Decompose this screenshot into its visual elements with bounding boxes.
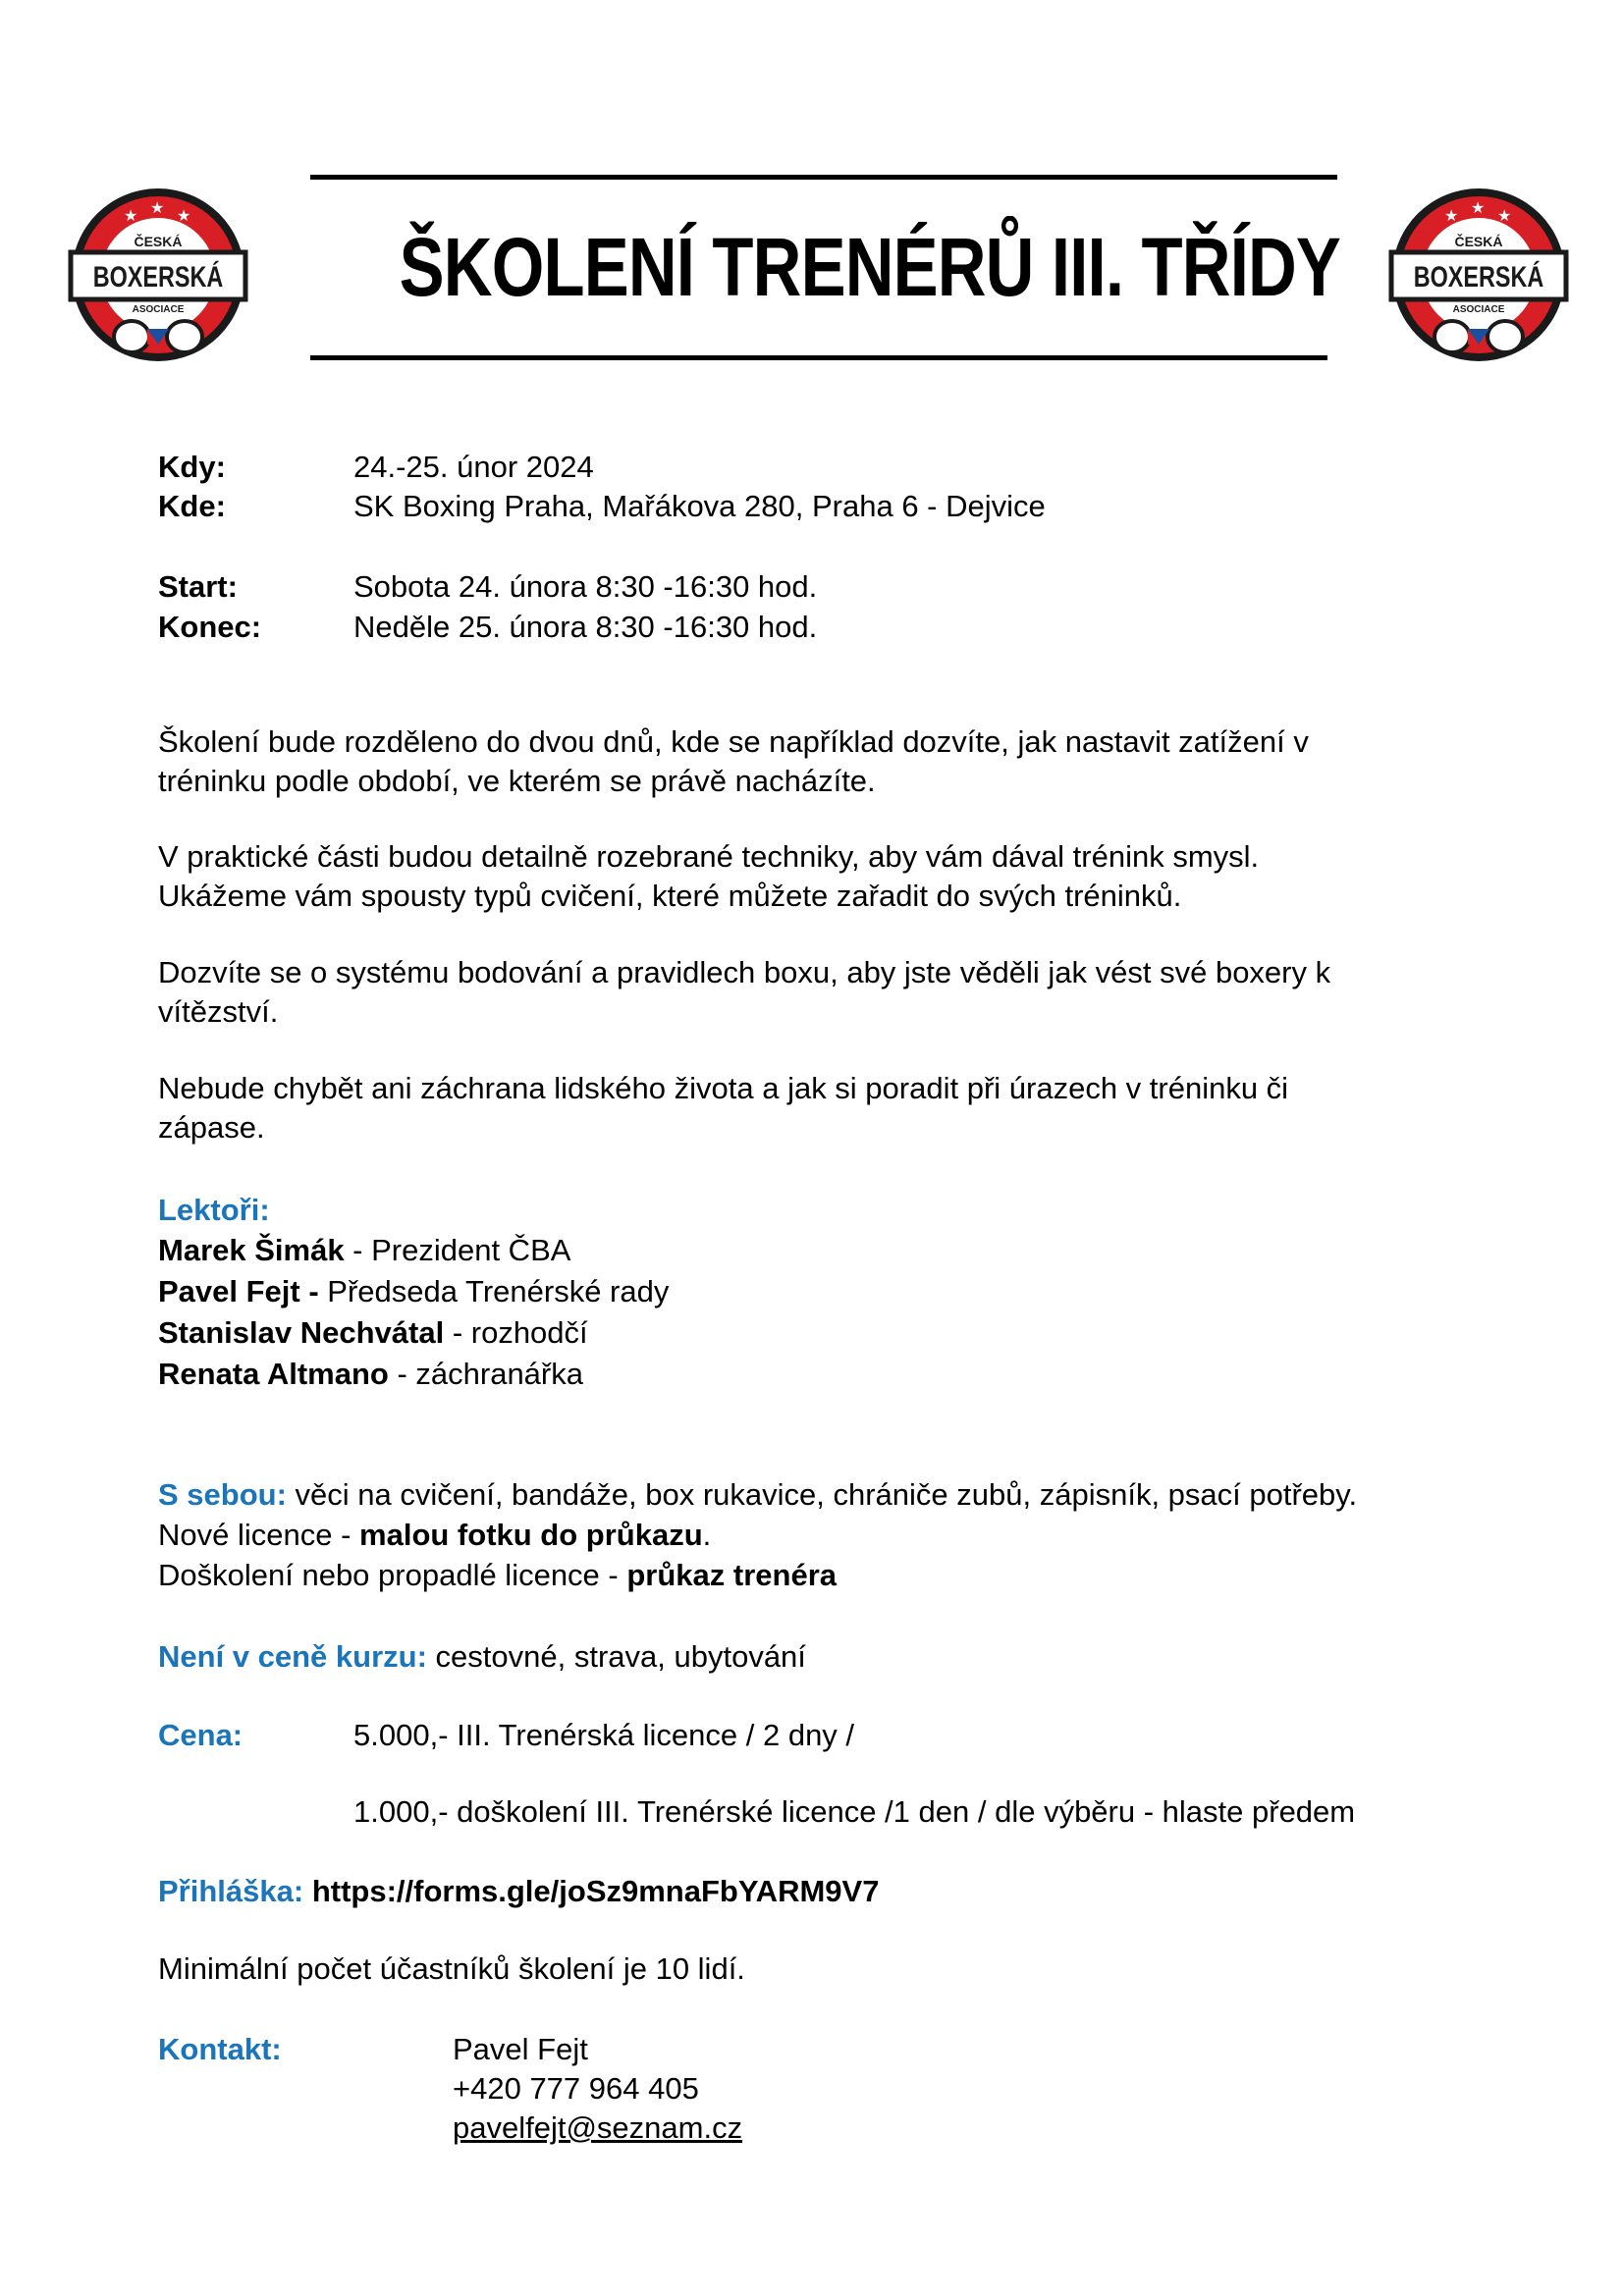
- paragraph-4-line1: Nebude chybět ani záchrana lidského života a jak si poradit při úrazech v tréninku či: [158, 1071, 1289, 1105]
- lecturer-row: [158, 1272, 669, 1311]
- logo-text-line3: ASOCIACE: [132, 304, 185, 315]
- logo-text-line1: ČESKÁ: [1454, 234, 1503, 249]
- svg-text:★: ★: [1444, 206, 1459, 225]
- svg-text:★: ★: [150, 198, 165, 217]
- lecturer-name: Marek Šimák: [158, 1233, 345, 1267]
- logo-text-line1: ČESKÁ: [134, 234, 183, 249]
- svg-text:★: ★: [1497, 206, 1512, 225]
- lecturer-role: Předseda Trenérské rady: [327, 1274, 670, 1308]
- bring-renewal: Doškolení nebo propadlé licence - průkaz trenéra: [158, 1558, 837, 1592]
- konec-value: Neděle 25. února 8:30 -16:30 hod.: [353, 610, 818, 644]
- lecturer-name: Stanislav Nechvátal: [158, 1315, 445, 1350]
- paragraph-3: [158, 953, 1493, 1032]
- paragraph-2: [158, 837, 1493, 916]
- header-rule-top: [310, 175, 1337, 180]
- not-included-label: Není v ceně kurzu:: [158, 1639, 427, 1674]
- start-label: Start:: [158, 569, 238, 604]
- paragraph-2-line2: Ukážeme vám spousty typů cvičení, které můžete zařadit do svých tréninků.: [158, 879, 1182, 913]
- paragraph-2-line1: V praktické části budou detailně rozebrané techniky, aby vám dával trénink smysl.: [158, 839, 1260, 874]
- price-label: Cena:: [158, 1718, 243, 1752]
- logo-text-line2: BOXERSKÁ: [92, 260, 224, 294]
- lecturers-heading: Lektoři:: [158, 1193, 270, 1227]
- signup-label: Přihláška:: [158, 1874, 304, 1908]
- lecturer-row: [158, 1355, 583, 1394]
- email-link[interactable]: pavelfejt@seznam.cz: [453, 2110, 743, 2145]
- lecturer-role: - Prezident ČBA: [344, 1233, 571, 1267]
- lecturer-row: [158, 1313, 588, 1353]
- cba-logo-left: [65, 182, 251, 368]
- paragraph-4-line2: zápase.: [158, 1110, 265, 1145]
- signup-link[interactable]: https://forms.gle/joSz9mnaFbYARM9V7: [303, 1874, 880, 1908]
- lecturer-role: - rozhodčí: [444, 1315, 588, 1350]
- signup-line: [158, 1872, 879, 1911]
- bring-line: [158, 1475, 1357, 1515]
- start-value: Sobota 24. února 8:30 -16:30 hod.: [353, 569, 818, 604]
- paragraph-3-line2: vítězství.: [158, 994, 279, 1029]
- kdy-value: 24.-25. únor 2024: [353, 450, 594, 484]
- paragraph-1: [158, 722, 1493, 801]
- contact-name: Pavel Fejt: [453, 2032, 588, 2066]
- price-line1: 5.000,- III. Trenérská licence / 2 dny /: [353, 1718, 855, 1752]
- header-rule-bottom: [310, 355, 1327, 360]
- kdy-label: Kdy:: [158, 450, 226, 484]
- page-title: ŠKOLENÍ TRENÉRŮ III. TŘÍDY: [399, 221, 1341, 313]
- contact-label: Kontakt:: [158, 2032, 282, 2066]
- lecturer-name: Pavel Fejt -: [158, 1274, 328, 1308]
- paragraph-1-line1: Školení bude rozděleno do dvou dnů, kde se například dozvíte, jak nastavit zatížení v: [158, 724, 1309, 759]
- svg-text:★: ★: [124, 206, 138, 225]
- minimum-participants: Minimální počet účastníků školení je 10 lidí.: [158, 1951, 745, 1986]
- svg-text:★: ★: [1471, 198, 1486, 217]
- not-included: [158, 1637, 806, 1677]
- price-line2: 1.000,- doškolení III. Trenérské licence /1 den / dle výběru - hlaste předem: [353, 1794, 1356, 1829]
- kde-value: SK Boxing Praha, Mařákova 280, Praha 6 - Dejvice: [353, 489, 1046, 523]
- lecturer-role: - záchranářka: [388, 1357, 583, 1391]
- logo-text-line2: BOXERSKÁ: [1413, 260, 1544, 294]
- paragraph-1-line2: tréninku podle období, ve kterém se právě nacházíte.: [158, 764, 876, 798]
- bring-label: S sebou:: [158, 1477, 287, 1512]
- paragraph-4: [158, 1069, 1493, 1148]
- not-included-text: cestovné, strava, ubytování: [426, 1639, 806, 1674]
- lecturer-row: [158, 1231, 570, 1270]
- logo-text-line3: ASOCIACE: [1452, 304, 1505, 315]
- contact-email[interactable]: [453, 2109, 742, 2148]
- kde-label: Kde:: [158, 489, 226, 523]
- paragraph-3-line1: Dozvíte se o systému bodování a pravidlech boxu, aby jste věděli jak vést své boxery k: [158, 955, 1331, 989]
- svg-text:★: ★: [177, 206, 191, 225]
- bring-text: věci na cvičení, bandáže, box rukavice, chrániče zubů, zápisník, psací potřeby.: [286, 1477, 1358, 1512]
- cba-logo-right: [1385, 182, 1572, 368]
- lecturer-name: Renata Altmano: [158, 1357, 389, 1391]
- konec-label: Konec:: [158, 610, 262, 644]
- bring-new-licence: Nové licence - malou fotku do průkazu.: [158, 1518, 712, 1552]
- contact-phone: +420 777 964 405: [453, 2071, 699, 2106]
